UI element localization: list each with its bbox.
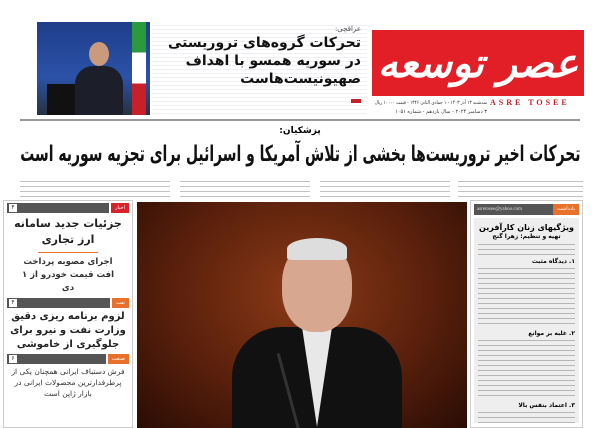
top-story-title[interactable]: تحرکات گروه‌های تروریستی در سوریه همسو با اهداف صهیونیست‌هاست [168, 35, 361, 87]
news-item[interactable]: جزئیات جدید سامانه ارز تجاری [14, 217, 122, 246]
right-column [470, 200, 583, 428]
lead-kicker: پزشکیان: [279, 126, 321, 136]
masthead-logo: عصر توسعه [372, 30, 584, 96]
lead-headline[interactable]: تحرکات اخیر تروریست‌ها بخشی از تلاش آمریکا و اسرائیل برای تجزیه سوریه است [19, 142, 581, 167]
article-title[interactable]: ویژگیهای زنان کارآفرین [479, 223, 574, 232]
divider [20, 119, 580, 121]
lead-body-column [180, 181, 310, 197]
news-item[interactable]: لزوم برنامه ریزی دقیق وزارت نفت و نیرو برای جلوگیری از خاموشی [10, 311, 126, 350]
news-item[interactable]: فرش دستباف ایرانی همچنان یکی از پرطرفدارترین محصولات ایرانی در بازار ژاپن است [11, 367, 125, 398]
lead-body-column [458, 181, 583, 197]
news-item[interactable]: اجرای مصوبه پرداخت افت قیمت خودرو از ۱ دی [21, 257, 115, 293]
issue-line: ۳ دسامبر ۲۰۲۴ - سال یازدهم - شماره ۱۰۵۱ [395, 109, 487, 115]
top-story[interactable] [152, 22, 367, 117]
left-news-column [3, 200, 133, 428]
section-header: اخبار ۴ [7, 203, 129, 213]
lead-body-column [320, 181, 450, 197]
page-marker [351, 99, 361, 103]
section-tag: یادداشت [553, 204, 579, 215]
masthead-latin: ASRE TOSEE [490, 98, 570, 107]
lead-photo [137, 202, 467, 428]
top-story-kicker: عراقچی: [334, 25, 361, 33]
subhead: ۱. دیدگاه مثبت [531, 258, 575, 265]
article-author: تهیه و تنظیم: زهرا گنج [492, 233, 561, 240]
email-link[interactable]: asretosee@yahoo.com [474, 204, 553, 215]
ornament [38, 252, 98, 253]
lead-body-column [20, 181, 170, 197]
subhead: ۳. اعتماد بنفس بالا [518, 402, 575, 409]
date-line: سه‌شنبه ۱۳ آذر ۱۴۰۳ - ۱ جمادی الثانی ۱۴۴۶ - قیمت ۱۰۰۰۰ ریال [374, 100, 487, 106]
top-story-photo [37, 22, 150, 115]
section-header: نفت ۴ [7, 298, 129, 308]
subhead: ۲. غلبه بر موانع [528, 330, 575, 337]
article [474, 218, 579, 423]
section-header: صنعت ۶ [7, 354, 129, 364]
